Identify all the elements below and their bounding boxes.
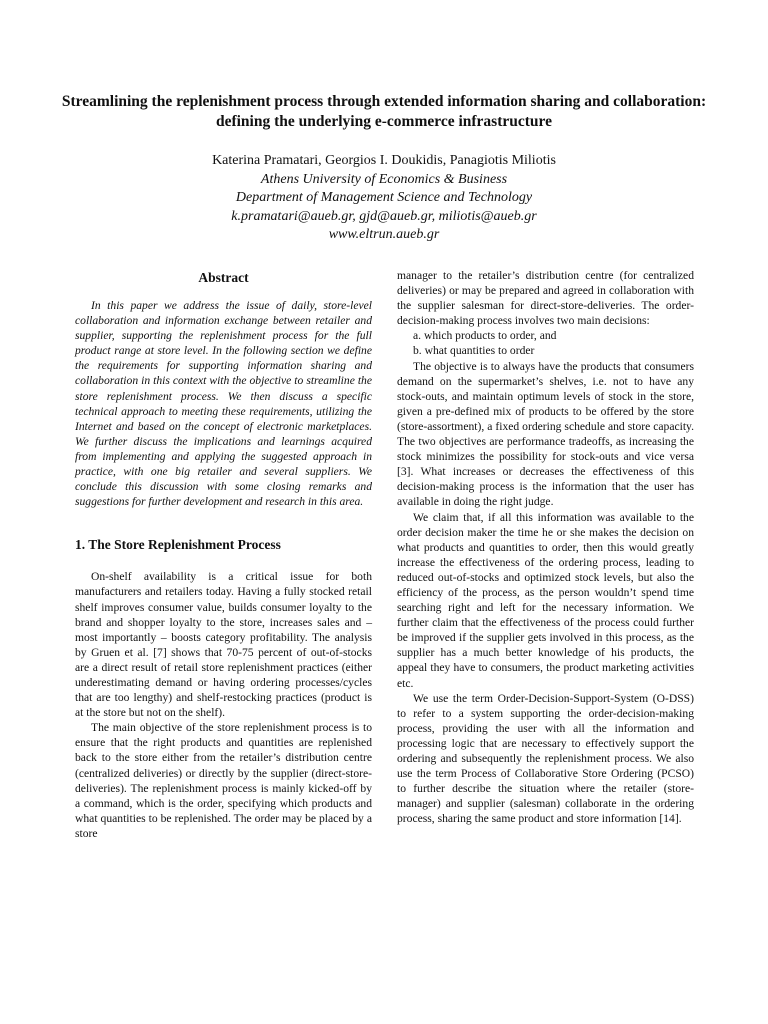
affiliation-university: Athens University of Economics & Business [260, 171, 508, 187]
abstract-heading: Abstract [198, 270, 249, 285]
website-link[interactable]: www.eltrun.aueb.gr [328, 227, 440, 242]
decision-list-item-a: a. which products to order, and [413, 329, 557, 343]
section-1-paragraph-1: On-shelf availability is a critical issue for both manufacturers and retailers today. Having a fully stocked retail shelf improves consumer value, builds consumer loyalty to the brand and shopper loyalty to the store, increases sales and – most importantly – boosts category profitability. The analysis by Gruen et al. [7] shows that 70-75 percent of out-of-stocks are a direct result of retail store replenishment practices (either underestimating demand or having ordering processes/cycles that are too lengthy) and shelf-restocking practices (product is at the store but not on the shelf). [75, 570, 372, 720]
claim-paragraph: We claim that, if all this information was available to the order decision maker the time he or she makes the decision on what products and quantities to order, then this would greatly increase the effectiveness of the ordering process, leading to reduced out-of-stocks and optimized stock levels, but also the efficiency of the process, as the person wouldn’t spend time searching right and left for the necessary information. We further claim that the effectiveness of the process could further be improved if the supplier gets involved in this process, as the supplier has a much better knowledge of his products, the appeal they have to consumers, the product marketing activities etc. [397, 510, 694, 690]
odss-paragraph: We use the term Order-Decision-Support-System (O-DSS) to refer to a system supporting the order-decision-making process, providing the user with all the information and processing logic that are necessary to effectively support the ordering and subsequently the replenishment process. We also use the term Process of Collaborative Store Ordering (PCSO) to further describe the situation where the retailer (store-manager) and supplier (salesman) collaborate in the ordering process, sharing the same product and store information [14]. [397, 691, 694, 826]
author-names: Katerina Pramatari, Georgios I. Doukidis, Panagiotis Miliotis [212, 153, 556, 168]
section-1-heading: 1. The Store Replenishment Process [75, 537, 281, 553]
author-emails: k.pramatari@aueb.gr, gjd@aueb.gr, miliotis@aueb.gr [231, 208, 537, 224]
right-column [397, 268, 694, 826]
section-1-paragraph-2: The main objective of the store replenishment process is to ensure that the right products and quantities are replenished back to the store either from the retailer’s distribution centre (centralized deliveries) or directly by the supplier (direct-store-deliveries). The replenishment process is mainly kicked-off by a command, which is the order, specifying which products and what quantities to be replenished. The order may be placed by a store [75, 721, 372, 840]
affiliation-department: Department of Management Science and Technology [235, 190, 533, 205]
left-column [75, 268, 372, 841]
author-block [60, 152, 708, 245]
objective-paragraph: The objective is to always have the products that consumers demand on the supermarket’s shelves, i.e. not to have any stock-outs, and maintain optimum levels of stock in the store, given a pre-defined mix of products to be offered by the store (store-assortment), a fixed ordering schedule and store capacity. The two objectives are performance tradeoffs, as increasing the stock minimizes the possibility for stock-outs and vice versa [3]. What increases or decreases the effectiveness of this decision-making process is the information that the user has available in doing the right judge. [397, 359, 694, 509]
abstract-text: In this paper we address the issue of daily, store-level collaboration and information exchange between retailer and supplier, supporting the replenishment process for the full product range at store level. In the following section we define the requirements for supporting information sharing and collaboration in this context with the objective to streamline the store replenishment process. We then discuss a specific technical approach to meeting these requirements, utilizing the Internet and based on the concept of electronic marketplaces. We further discuss the implications and learnings acquired from implementing and applying the suggested approach in practice, with one big retailer and several suppliers. We conclude this discussion with some closing remarks and suggestions for further development and research in this area. [75, 299, 372, 509]
paper-title: Streamlining the replenishment process through extended information sharing and collaboration: defining the underlying e-commerce infrastructure [61, 93, 707, 130]
decision-list-item-b: b. what quantities to order [413, 344, 535, 358]
continued-paragraph: manager to the retailer’s distribution centre (for centralized deliveries) or may be prepared and agreed in collaboration with the supplier salesman for direct-store-deliveries. The order-decision-making process involves two main decisions: [397, 269, 694, 328]
